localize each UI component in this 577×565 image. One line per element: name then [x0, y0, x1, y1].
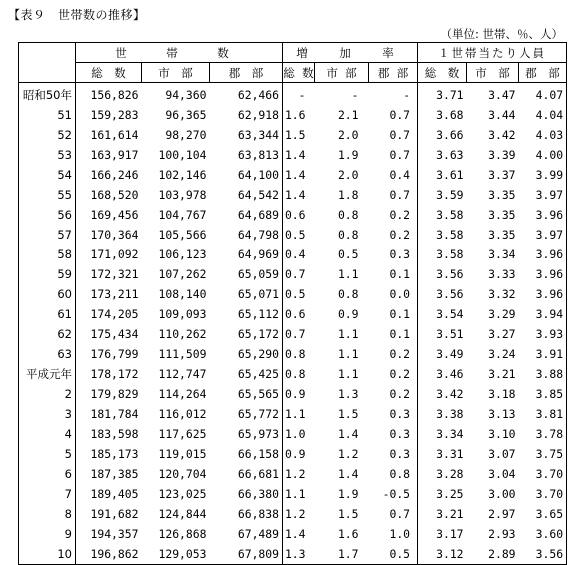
cell-households-city: 104,767 — [158, 207, 207, 222]
col-growth-city-label-a: 市 — [326, 65, 338, 80]
cell-growth-city: 1.3 — [337, 387, 359, 402]
cell-households-total: 179,829 — [76, 384, 142, 404]
col-growth-county — [369, 63, 418, 83]
cell-households-total: 191,682 — [76, 504, 142, 524]
cell-growth-county: - — [369, 83, 418, 105]
table-body — [19, 83, 567, 565]
cell-households-county: 64,969 — [210, 245, 283, 265]
cell-households-county: 64,798 — [210, 225, 283, 245]
cell-persons-county: 3.78 — [519, 424, 567, 444]
cell-households-city: 110,262 — [158, 327, 207, 342]
cell-growth-city: 1.4 — [337, 426, 359, 441]
cell-persons-total: 3.34 — [418, 424, 467, 444]
cell-growth-county: -0.5 — [369, 484, 418, 504]
cell-households-city: 94,360 — [165, 87, 207, 102]
cell-persons-city: 3.42 — [488, 127, 516, 142]
cell-growth-total: 0.8 — [283, 364, 315, 384]
cell-growth-county: 0.3 — [369, 424, 418, 444]
cell-growth-city: 0.5 — [337, 247, 359, 262]
cell-households-total: 166,246 — [76, 165, 142, 185]
cell-year: 3 — [19, 404, 76, 424]
cell-growth-city: 1.5 — [337, 406, 359, 421]
cell-households-city: 124,844 — [158, 506, 207, 521]
cell-households-city: 116,012 — [158, 406, 207, 421]
cell-households-total: 168,520 — [76, 185, 142, 205]
cell-households-city: 117,625 — [158, 426, 207, 441]
cell-growth-city: 1.1 — [337, 367, 359, 382]
cell-persons-city: 3.33 — [488, 267, 516, 282]
cell-persons-county: 3.94 — [519, 304, 567, 324]
cell-growth-total: 1.0 — [283, 424, 315, 444]
table-row — [19, 284, 567, 304]
cell-persons-city: 2.89 — [467, 544, 519, 564]
cell-year: 6 — [19, 464, 76, 484]
cell-households-county: 62,918 — [210, 105, 283, 125]
cell-persons-total: 3.58 — [418, 225, 467, 245]
cell-households-total: 196,862 — [76, 544, 142, 564]
cell-persons-city: 3.13 — [488, 406, 516, 421]
cell-year: 61 — [19, 304, 76, 324]
cell-persons-county: 3.93 — [519, 324, 567, 344]
col-households-total: 総 数 — [76, 63, 142, 83]
cell-growth-county: 0.1 — [369, 264, 418, 284]
cell-year: 昭和50年 — [19, 83, 76, 105]
cell-households-county: 65,172 — [210, 324, 283, 344]
cell-households-city: 100,104 — [158, 147, 207, 162]
cell-growth-county: 0.1 — [369, 304, 418, 324]
cell-persons-county: 3.97 — [519, 225, 567, 245]
cell-growth-city: 0.8 — [337, 227, 359, 242]
table-row — [19, 83, 567, 105]
cell-persons-county: 3.96 — [519, 205, 567, 225]
col-growth-city — [315, 63, 369, 83]
table-header — [19, 43, 567, 83]
cell-households-total: 173,211 — [76, 284, 142, 304]
cell-growth-city: 2.1 — [337, 107, 359, 122]
cell-persons-city: 3.32 — [488, 287, 516, 302]
col-persons-city: 市 部 — [467, 63, 519, 83]
col-growth-county-label-a: 郡 — [377, 65, 390, 80]
cell-persons-city: 3.44 — [488, 107, 516, 122]
cell-growth-city: 1.1 — [337, 267, 359, 282]
cell-households-county: 65,112 — [210, 304, 283, 324]
cell-growth-city: 1.9 — [337, 486, 359, 501]
cell-persons-county: 3.70 — [519, 464, 567, 484]
cell-growth-county: 0.7 — [369, 145, 418, 165]
cell-growth-total: 0.7 — [283, 324, 315, 344]
cell-households-total: 194,357 — [76, 524, 142, 544]
cell-persons-total: 3.12 — [418, 544, 467, 564]
cell-growth-total: 0.7 — [283, 264, 315, 284]
group-persons-per-household: １世帯当たり人員 — [418, 43, 567, 63]
header-group-row — [19, 43, 567, 63]
cell-households-city: 107,262 — [158, 267, 207, 282]
cell-growth-total: 0.6 — [283, 205, 315, 225]
table-row — [19, 444, 567, 464]
cell-year: 56 — [19, 205, 76, 225]
table-row — [19, 105, 567, 125]
cell-persons-city: 3.24 — [488, 347, 516, 362]
cell-growth-county: 0.3 — [369, 404, 418, 424]
cell-households-city: 103,978 — [158, 187, 207, 202]
cell-growth-total: 1.5 — [283, 125, 315, 145]
cell-persons-county: 3.96 — [519, 264, 567, 284]
cell-year: 9 — [19, 524, 76, 544]
cell-year: 51 — [19, 105, 76, 125]
table-row — [19, 225, 567, 245]
cell-year: 2 — [19, 384, 76, 404]
cell-persons-total: 3.68 — [418, 105, 467, 125]
table-row — [19, 344, 567, 364]
cell-persons-total: 3.49 — [418, 344, 467, 364]
cell-persons-city: 3.34 — [488, 247, 516, 262]
col-growth-total — [283, 63, 315, 83]
cell-persons-city: 3.29 — [488, 307, 516, 322]
cell-households-city: 96,365 — [165, 107, 207, 122]
cell-persons-total: 3.25 — [418, 484, 467, 504]
table-row — [19, 324, 567, 344]
cell-persons-county: 3.75 — [519, 444, 567, 464]
cell-households-total: 163,917 — [76, 145, 142, 165]
cell-growth-total: 1.1 — [283, 484, 315, 504]
cell-persons-total: 3.66 — [418, 125, 467, 145]
cell-households-county: 65,772 — [210, 404, 283, 424]
cell-persons-county: 4.07 — [519, 83, 567, 105]
cell-persons-county: 4.04 — [519, 105, 567, 125]
cell-growth-total: - — [283, 83, 315, 105]
cell-persons-city: 3.27 — [488, 327, 516, 342]
cell-growth-county: 1.0 — [369, 524, 418, 544]
cell-households-county: 65,425 — [210, 364, 283, 384]
cell-growth-total: 0.4 — [283, 245, 315, 265]
cell-year: 54 — [19, 165, 76, 185]
cell-persons-county: 3.91 — [519, 344, 567, 364]
cell-persons-total: 3.58 — [418, 245, 467, 265]
cell-persons-total: 3.46 — [418, 364, 467, 384]
cell-growth-total: 1.4 — [283, 524, 315, 544]
cell-persons-city: 3.07 — [488, 446, 516, 461]
cell-persons-county: 3.70 — [519, 484, 567, 504]
cell-persons-city: 3.00 — [488, 486, 516, 501]
households-table — [18, 42, 567, 565]
cell-households-total: 176,799 — [76, 344, 142, 364]
cell-households-city: 111,509 — [158, 347, 207, 362]
cell-households-total: 170,364 — [76, 225, 142, 245]
cell-households-county: 62,466 — [210, 83, 283, 105]
cell-growth-city: 1.2 — [337, 446, 359, 461]
cell-growth-county: 0.5 — [369, 544, 418, 564]
cell-households-city: 108,140 — [158, 287, 207, 302]
cell-growth-city: 1.6 — [337, 526, 359, 541]
cell-households-county: 65,565 — [210, 384, 283, 404]
cell-growth-city: 2.0 — [337, 167, 359, 182]
cell-households-total: 185,173 — [76, 444, 142, 464]
cell-persons-total: 3.58 — [418, 205, 467, 225]
cell-persons-total: 3.28 — [418, 464, 467, 484]
header-column-row — [19, 63, 567, 83]
cell-households-city: 98,270 — [165, 127, 207, 142]
cell-households-city: 112,747 — [158, 367, 207, 382]
cell-growth-city: - — [351, 87, 359, 102]
cell-year: 62 — [19, 324, 76, 344]
cell-persons-city: 3.35 — [488, 187, 516, 202]
cell-households-total: 172,321 — [76, 264, 142, 284]
cell-persons-city: 3.39 — [488, 147, 516, 162]
cell-persons-county: 4.00 — [519, 145, 567, 165]
col-households-county: 郡 部 — [210, 63, 283, 83]
col-growth-county-label-b: 部 — [396, 65, 409, 80]
cell-year: 52 — [19, 125, 76, 145]
cell-households-total: 183,598 — [76, 424, 142, 444]
cell-growth-city: 1.4 — [337, 466, 359, 481]
cell-households-total: 169,456 — [76, 205, 142, 225]
cell-growth-county: 0.8 — [369, 464, 418, 484]
table-row — [19, 185, 567, 205]
cell-persons-total: 3.31 — [418, 444, 467, 464]
cell-persons-city: 3.35 — [488, 207, 516, 222]
table-row — [19, 304, 567, 324]
col-persons-total: 総 数 — [418, 63, 467, 83]
cell-year: 8 — [19, 504, 76, 524]
table-row — [19, 424, 567, 444]
cell-households-total: 156,826 — [76, 83, 142, 105]
cell-year: 10 — [19, 544, 76, 564]
cell-year: 53 — [19, 145, 76, 165]
cell-persons-county: 4.03 — [519, 125, 567, 145]
cell-households-total: 161,614 — [76, 125, 142, 145]
cell-persons-county: 3.96 — [519, 245, 567, 265]
cell-growth-county: 0.7 — [369, 185, 418, 205]
cell-households-city: 109,093 — [158, 307, 207, 322]
cell-households-city: 120,704 — [158, 466, 207, 481]
cell-growth-county: 0.7 — [369, 105, 418, 125]
col-growth-total-label-b: 数 — [302, 65, 314, 80]
cell-persons-total: 3.54 — [418, 304, 467, 324]
cell-growth-total: 0.5 — [283, 284, 315, 304]
cell-households-county: 65,290 — [210, 344, 283, 364]
cell-year: 63 — [19, 344, 76, 364]
table-row — [19, 524, 567, 544]
cell-year: 60 — [19, 284, 76, 304]
cell-growth-total: 1.4 — [283, 145, 315, 165]
header-corner-lower — [19, 63, 76, 83]
cell-persons-county: 3.96 — [519, 284, 567, 304]
cell-households-county: 63,813 — [210, 145, 283, 165]
cell-households-county: 65,059 — [210, 264, 283, 284]
cell-growth-county: 0.3 — [369, 444, 418, 464]
cell-growth-total: 0.5 — [283, 225, 315, 245]
cell-households-county: 66,681 — [210, 464, 283, 484]
group-growth-rate: 増 加 率 — [283, 43, 418, 63]
table-row — [19, 384, 567, 404]
cell-growth-county: 0.2 — [369, 225, 418, 245]
table-row — [19, 245, 567, 265]
cell-households-county: 66,158 — [210, 444, 283, 464]
unit-note: （単位: 世帯、％、人） — [440, 27, 563, 41]
cell-households-county: 64,542 — [210, 185, 283, 205]
cell-households-total: 175,434 — [76, 324, 142, 344]
cell-persons-city: 3.04 — [488, 466, 516, 481]
cell-growth-city: 1.7 — [315, 544, 369, 564]
cell-year: 57 — [19, 225, 76, 245]
cell-persons-total: 3.38 — [418, 404, 467, 424]
cell-persons-county: 3.81 — [519, 404, 567, 424]
cell-year: 4 — [19, 424, 76, 444]
cell-persons-total: 3.51 — [418, 324, 467, 344]
cell-households-city: 105,566 — [158, 227, 207, 242]
cell-growth-city: 1.1 — [337, 327, 359, 342]
cell-growth-city: 1.8 — [337, 187, 359, 202]
table-row — [19, 544, 567, 564]
cell-growth-city: 1.1 — [337, 347, 359, 362]
cell-households-county: 64,689 — [210, 205, 283, 225]
cell-households-city: 123,025 — [158, 486, 207, 501]
table-title: 【表９ 世帯数の推移】 — [8, 8, 146, 22]
cell-persons-city: 3.37 — [488, 167, 516, 182]
cell-persons-county: 3.99 — [519, 165, 567, 185]
cell-households-total: 189,405 — [76, 484, 142, 504]
cell-households-county: 67,809 — [210, 544, 283, 564]
table-row — [19, 145, 567, 165]
cell-growth-city: 1.5 — [337, 506, 359, 521]
cell-growth-total: 1.4 — [283, 165, 315, 185]
cell-persons-total: 3.21 — [418, 504, 467, 524]
cell-year: 59 — [19, 264, 76, 284]
cell-households-county: 65,973 — [210, 424, 283, 444]
table-row — [19, 504, 567, 524]
cell-growth-county: 0.2 — [369, 364, 418, 384]
cell-growth-city: 0.9 — [337, 307, 359, 322]
table-row — [19, 125, 567, 145]
cell-persons-county: 3.60 — [519, 524, 567, 544]
cell-households-county: 64,100 — [210, 165, 283, 185]
cell-persons-total: 3.63 — [418, 145, 467, 165]
cell-year: 58 — [19, 245, 76, 265]
cell-growth-city: 0.8 — [337, 287, 359, 302]
cell-year: 5 — [19, 444, 76, 464]
col-households-city: 市 部 — [142, 63, 210, 83]
cell-persons-total: 3.59 — [418, 185, 467, 205]
cell-households-county: 65,071 — [210, 284, 283, 304]
col-persons-county: 郡 部 — [519, 63, 567, 83]
cell-households-total: 159,283 — [76, 105, 142, 125]
header-corner — [19, 43, 76, 63]
cell-growth-total: 1.3 — [283, 544, 315, 564]
cell-growth-county: 0.4 — [369, 165, 418, 185]
cell-persons-city: 2.93 — [488, 526, 516, 541]
cell-persons-county: 3.56 — [519, 544, 567, 564]
cell-growth-county: 0.2 — [369, 344, 418, 364]
cell-households-county: 66,380 — [210, 484, 283, 504]
cell-growth-total: 1.4 — [283, 185, 315, 205]
cell-growth-county: 0.2 — [369, 205, 418, 225]
cell-persons-total: 3.71 — [418, 83, 467, 105]
cell-households-city: 119,015 — [158, 446, 207, 461]
cell-households-total: 174,205 — [76, 304, 142, 324]
cell-persons-total: 3.61 — [418, 165, 467, 185]
cell-year: 7 — [19, 484, 76, 504]
cell-persons-county: 3.88 — [519, 364, 567, 384]
cell-persons-county: 3.65 — [519, 504, 567, 524]
cell-growth-total: 1.2 — [283, 464, 315, 484]
cell-persons-total: 3.17 — [418, 524, 467, 544]
cell-persons-city: 3.18 — [488, 387, 516, 402]
cell-households-total: 181,784 — [76, 404, 142, 424]
cell-year: 平成元年 — [19, 364, 76, 384]
cell-households-city: 102,146 — [158, 167, 207, 182]
cell-persons-total: 3.56 — [418, 264, 467, 284]
cell-year: 55 — [19, 185, 76, 205]
cell-growth-total: 0.9 — [283, 384, 315, 404]
cell-persons-city: 3.47 — [488, 87, 516, 102]
cell-households-county: 66,838 — [210, 504, 283, 524]
group-households: 世 帯 数 — [76, 43, 283, 63]
cell-growth-total: 1.1 — [283, 404, 315, 424]
cell-growth-total: 1.6 — [283, 105, 315, 125]
cell-growth-county: 0.1 — [369, 324, 418, 344]
cell-persons-county: 3.85 — [519, 384, 567, 404]
cell-growth-total: 0.6 — [283, 304, 315, 324]
cell-persons-city: 3.10 — [488, 426, 516, 441]
col-growth-city-label-b: 部 — [345, 65, 357, 80]
table-row — [19, 464, 567, 484]
cell-growth-city: 0.8 — [337, 207, 359, 222]
cell-households-total: 187,385 — [76, 464, 142, 484]
cell-growth-total: 1.2 — [283, 504, 315, 524]
cell-persons-city: 3.35 — [488, 227, 516, 242]
table-row — [19, 205, 567, 225]
cell-persons-city: 3.21 — [488, 367, 516, 382]
cell-households-city: 129,053 — [142, 544, 210, 564]
cell-households-total: 171,092 — [76, 245, 142, 265]
cell-growth-total: 0.8 — [283, 344, 315, 364]
cell-persons-city: 2.97 — [488, 506, 516, 521]
table-row — [19, 404, 567, 424]
table-row — [19, 165, 567, 185]
table-row — [19, 364, 567, 384]
cell-growth-city: 2.0 — [337, 127, 359, 142]
cell-persons-total: 3.42 — [418, 384, 467, 404]
cell-households-city: 126,868 — [158, 526, 207, 541]
cell-households-county: 63,344 — [210, 125, 283, 145]
cell-growth-county: 0.3 — [369, 245, 418, 265]
cell-growth-county: 0.0 — [369, 284, 418, 304]
cell-households-total: 178,172 — [76, 364, 142, 384]
cell-growth-county: 0.7 — [369, 504, 418, 524]
cell-growth-county: 0.2 — [369, 384, 418, 404]
cell-persons-county: 3.97 — [519, 185, 567, 205]
cell-growth-city: 1.9 — [337, 147, 359, 162]
cell-persons-total: 3.56 — [418, 284, 467, 304]
col-growth-total-label-a: 総 — [283, 65, 295, 80]
cell-growth-county: 0.7 — [369, 125, 418, 145]
table-row — [19, 484, 567, 504]
cell-growth-total: 0.9 — [283, 444, 315, 464]
cell-households-city: 114,264 — [158, 387, 207, 402]
cell-households-county: 67,489 — [210, 524, 283, 544]
cell-households-city: 106,123 — [158, 247, 207, 262]
table-row — [19, 264, 567, 284]
